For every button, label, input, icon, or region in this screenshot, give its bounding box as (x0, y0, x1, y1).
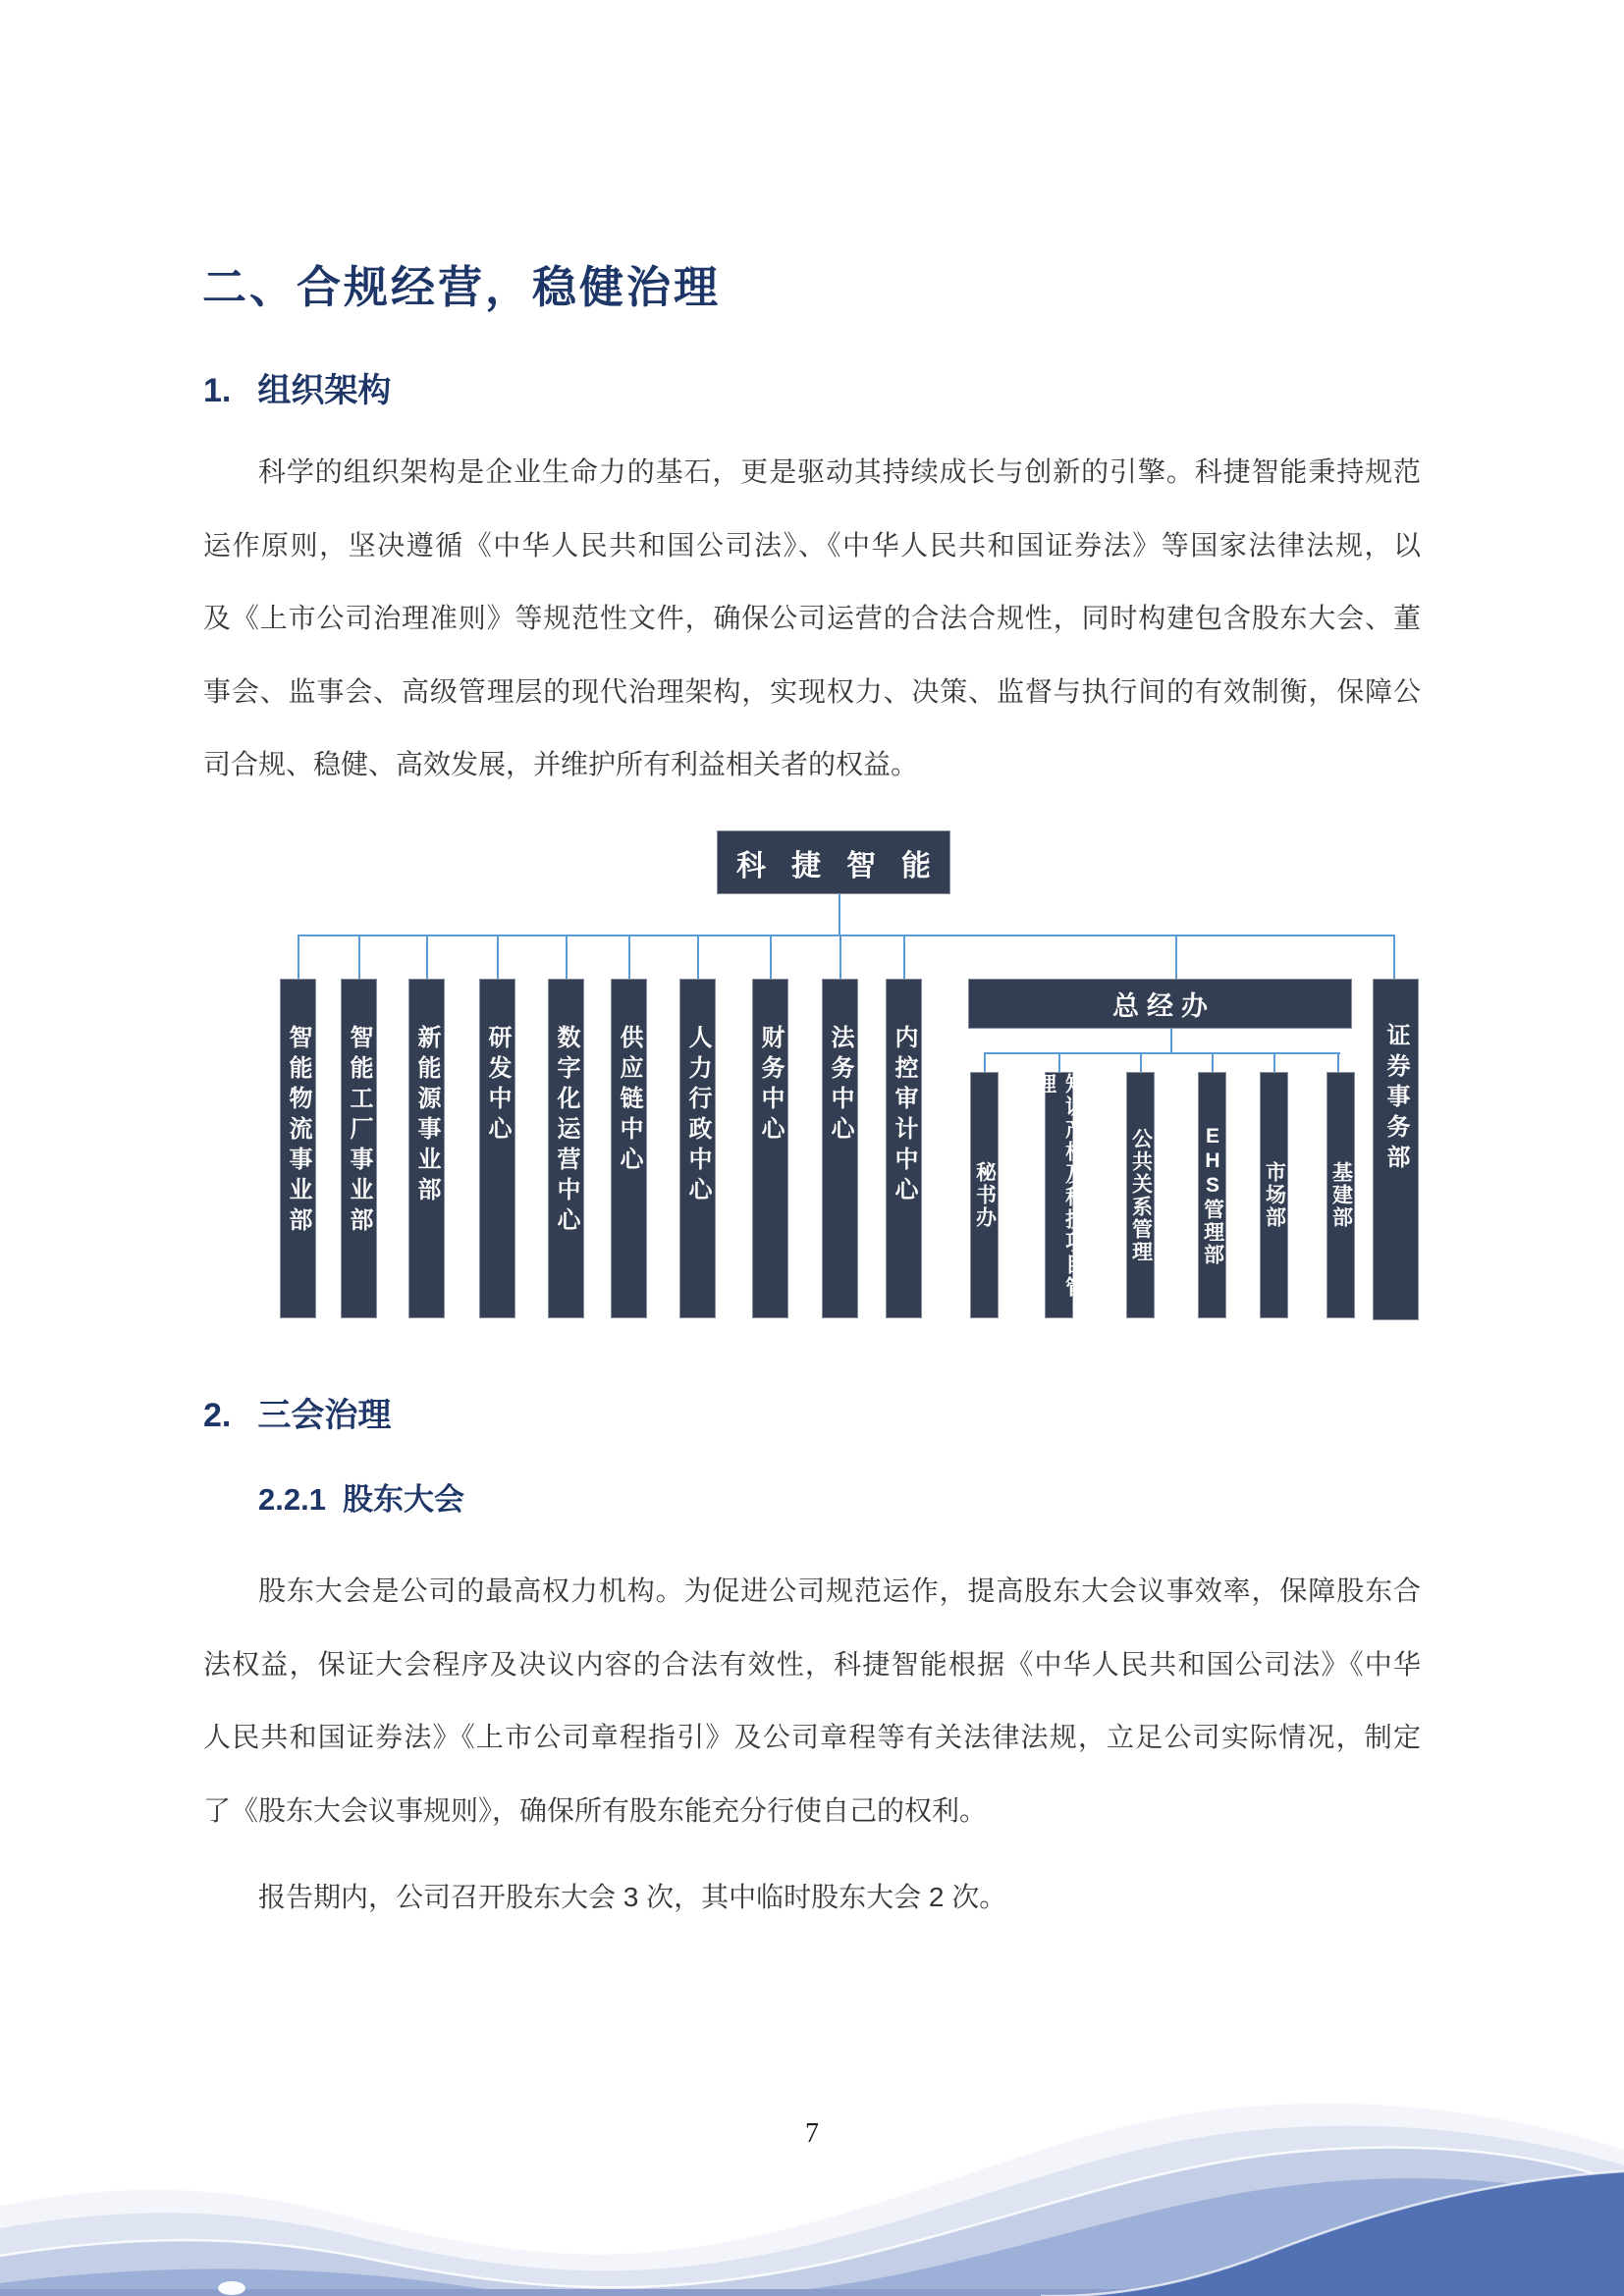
org-box-sub-secretary: 秘书办 (970, 1072, 999, 1318)
paragraph-3 (203, 1861, 1421, 1935)
connector-drop (839, 935, 841, 979)
connector-drop (903, 935, 905, 979)
org-box-securities: 证券事务部 (1373, 979, 1419, 1320)
connector-sub-drop (1337, 1053, 1339, 1073)
connector-drop (426, 935, 428, 979)
connector-drop (566, 935, 568, 979)
org-box-dept-hr-admin: 人力行政中心 (679, 979, 716, 1318)
org-box-dept-logistics: 智能物流事业部 (280, 979, 316, 1318)
paragraph-line: 法权益，保证大会程序及决议内容的合法有效性，科捷智能根据《中华人民共和国公司法》《中华 (203, 1648, 1421, 1680)
connector-drop (1393, 935, 1395, 979)
section-heading-2 (203, 1388, 391, 1436)
connector-drop (628, 935, 630, 979)
main-heading: 二、合规经营，稳健治理 (202, 262, 722, 312)
org-box-dept-new-energy: 新能源事业部 (408, 979, 445, 1318)
connector-sub-drop (984, 1053, 986, 1073)
paragraph-line: 运作原则，坚决遵循《中华人民共和国公司法》、《中华人民共和国证券法》等国家法律法规，以 (203, 529, 1421, 561)
org-box-sub-ip-tech-projects: 知识产权及科技项目管理 (1045, 1072, 1073, 1318)
section-number: 1. (203, 372, 232, 409)
connector-trunk (298, 934, 1395, 936)
org-box-sub-infrastructure: 基建部 (1326, 1072, 1355, 1318)
paragraph-line: 及《上市公司治理准则》等规范性文件，确保公司运营的合法合规性，同时构建包含股东大会、董 (203, 603, 1421, 633)
org-box-dept-digital-ops: 数字化运营中心 (548, 979, 584, 1318)
paragraph-line: 报告期内，公司召开股东大会 3 次，其中临时股东大会 2 次。 (258, 1882, 1007, 1912)
section-number: 2. (203, 1397, 232, 1434)
org-box-dept-legal: 法务中心 (822, 979, 858, 1318)
org-box-gm-office-label: 总经办 (1112, 991, 1216, 1021)
paragraph-line: 事会、监事会、高级管理层的现代治理架构，实现权力、决策、监督与执行间的有效制衡，保障公 (203, 675, 1421, 707)
paragraph-2 (203, 1555, 1421, 1847)
page-number: 7 (805, 2118, 819, 2149)
org-box-root (717, 830, 956, 894)
org-box-dept-smart-factory: 智能工厂事业部 (341, 979, 377, 1318)
paragraph-line: 科学的组织架构是企业生命力的基石，更是驱动其持续成长与创新的引擎。科捷智能秉持规范 (258, 456, 1421, 487)
connector-drop (358, 935, 360, 979)
subsection-title: 股东大会 (342, 1482, 464, 1517)
section-title: 三会治理 (257, 1397, 392, 1434)
connector-drop (770, 935, 772, 979)
paragraph-line: 了《股东大会议事规则》，确保所有股东能充分行使自己的权利。 (203, 1794, 988, 1826)
paragraph-line: 股东大会是公司的最高权力机构。为促进公司规范运作，提高股东大会议事效率，保障股东合 (258, 1575, 1421, 1606)
org-box-dept-internal-audit: 内控审计中心 (886, 979, 922, 1318)
paragraph-line: 司合规、稳健、高效发展，并维护所有利益相关者的权益。 (203, 749, 919, 779)
org-box-sub-marketing: 市场部 (1260, 1072, 1288, 1318)
org-box-dept-rd-center: 研发中心 (479, 979, 515, 1318)
connector-drop (697, 935, 699, 979)
connector-sub-drop (1140, 1053, 1142, 1073)
connector-drop (497, 935, 499, 979)
org-box-gm-office (968, 979, 1352, 1029)
subsection-heading (258, 1474, 464, 1519)
paragraph-line: 人民共和国证券法》《上市公司章程指引》及公司章程等有关法律法规，立足公司实际情况，制定 (203, 1722, 1421, 1752)
org-box-root-label: 科捷智能 (736, 849, 956, 882)
connector-drop (1175, 935, 1177, 979)
footer-wave-graphic (0, 2056, 1624, 2296)
org-box-dept-supply-chain: 供应链中心 (611, 979, 647, 1318)
connector-sub-trunk (984, 1052, 1340, 1054)
connector-root-drop (839, 894, 840, 935)
org-box-dept-finance: 财务中心 (752, 979, 788, 1318)
section-title: 组织架构 (257, 372, 392, 409)
connector-sub-drop (1273, 1053, 1275, 1073)
footer-dot (218, 2281, 245, 2295)
subsection-number: 2.2.1 (258, 1482, 326, 1517)
org-box-sub-ehs: EHS管理部 (1198, 1072, 1226, 1318)
connector-gm-drop (1170, 1029, 1172, 1054)
connector-sub-drop (1058, 1053, 1060, 1073)
org-box-sub-public-relations: 公共关系管理 (1126, 1072, 1155, 1318)
connector-drop (298, 935, 299, 979)
connector-sub-drop (1212, 1053, 1214, 1073)
